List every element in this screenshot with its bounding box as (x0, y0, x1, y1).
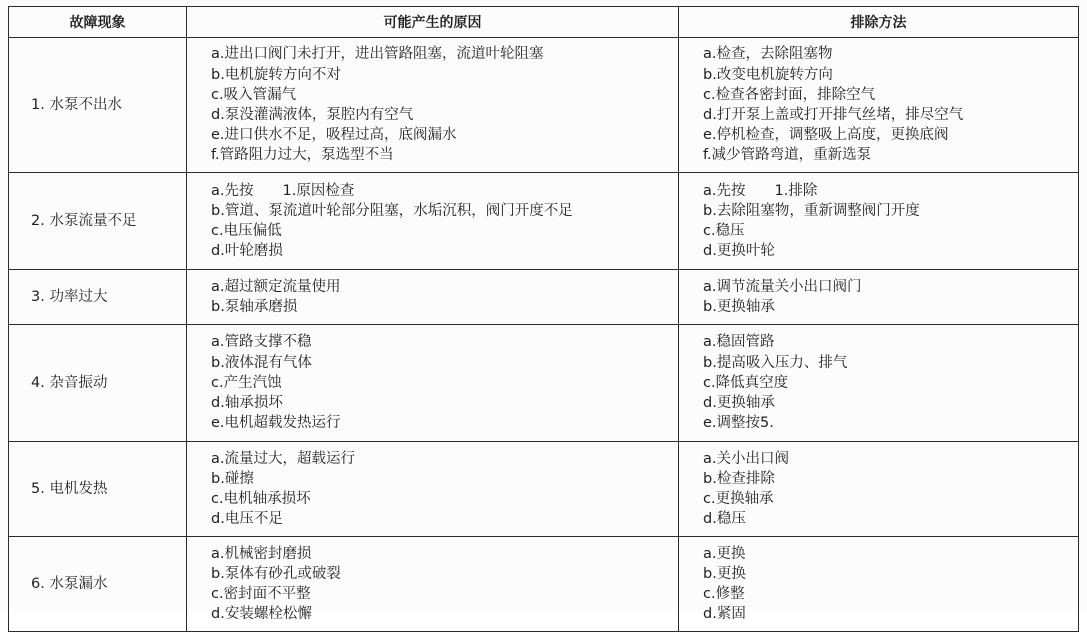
remedy-item: a.调节流量关小出口阀门 (703, 278, 862, 295)
causes-cell (187, 270, 679, 325)
causes-cell (187, 173, 679, 270)
table-row (9, 38, 1079, 173)
table-header-row (9, 7, 1079, 38)
cause-item: d.泵没灌满液体，泵腔内有空气 (211, 107, 414, 123)
cause-item: a.机械密封磨损 (211, 545, 312, 562)
cause-item: c.密封面不平整 (211, 586, 311, 602)
causes-cell (187, 38, 679, 173)
cause-item: d.安装螺栓松懈 (211, 606, 312, 623)
cause-item: d.轴承损坏 (211, 395, 283, 412)
symptom-cell: 4. 杂音振动 (9, 325, 187, 442)
cause-item: a.先按 1.原因检查 (211, 182, 355, 199)
cause-item: f.管路阻力过大，泵选型不当 (211, 147, 394, 164)
remedy-item: d.更换轴承 (703, 395, 775, 412)
remedy-item: c.修整 (703, 586, 745, 602)
remedies-cell (679, 537, 1079, 632)
remedy-item: b.改变电机旋转方向 (703, 66, 833, 83)
cause-item: c.电机轴承损坏 (211, 491, 311, 507)
cause-item: b.碰擦 (211, 470, 254, 487)
cause-item: c.吸入管漏气 (211, 86, 297, 103)
cause-item: e.进口供水不足，吸程过高，底阀漏水 (211, 127, 457, 144)
remedy-item: b.更换轴承 (703, 299, 775, 315)
remedies-cell (679, 173, 1079, 270)
remedies-cell (679, 442, 1079, 537)
table-row (9, 442, 1079, 537)
remedy-item: a.更换 (703, 545, 746, 562)
remedy-item: c.检查各密封面，排除空气 (703, 86, 876, 103)
table-row (9, 173, 1079, 270)
remedy-item: e.停机检查，调整吸上高度，更换底阀 (703, 127, 949, 144)
cause-item: a.管路支撑不稳 (211, 334, 312, 351)
remedies-cell (679, 38, 1079, 173)
symptom-cell: 5. 电机发热 (9, 442, 187, 537)
remedy-item: c.更换轴承 (703, 491, 774, 507)
cause-item: b.泵轴承磨损 (211, 299, 298, 315)
causes-cell (187, 537, 679, 632)
cause-item: b.泵体有砂孔或破裂 (211, 565, 341, 582)
cause-item: a.进出口阀门未打开，进出管路阻塞，流道叶轮阻塞 (211, 46, 544, 63)
cause-item: c.产生汽蚀 (211, 374, 282, 391)
remedy-item: b.检查排除 (703, 470, 775, 487)
cause-item: c.电压偏低 (211, 223, 282, 239)
cause-item: e.电机超载发热运行 (211, 415, 341, 432)
cause-item: b.液体混有气体 (211, 354, 312, 371)
cause-item: a.超过额定流量使用 (211, 278, 341, 295)
causes-cell (187, 325, 679, 442)
remedy-item: c.降低真空度 (703, 374, 789, 391)
causes-cell (187, 442, 679, 537)
remedy-item: a.关小出口阀 (703, 450, 789, 467)
cause-item: d.叶轮磨损 (211, 243, 283, 260)
remedy-item: b.更换 (703, 565, 746, 582)
remedy-item: e.调整按5. (703, 415, 774, 432)
cause-item: b.电机旋转方向不对 (211, 66, 341, 83)
remedies-cell (679, 325, 1079, 442)
remedy-item: d.稳压 (703, 511, 746, 528)
remedy-item: d.紧固 (703, 606, 746, 623)
remedy-item: c.稳压 (703, 223, 745, 239)
remedy-item: a.稳固管路 (703, 334, 775, 351)
symptom-cell: 6. 水泵漏水 (9, 537, 187, 632)
table-body (9, 38, 1079, 632)
table-row (9, 325, 1079, 442)
remedy-item: f.减少管路弯道，重新选泵 (703, 147, 872, 164)
table-row (9, 270, 1079, 325)
remedies-cell (679, 270, 1079, 325)
header-cause: 可能产生的原因 (187, 7, 679, 38)
remedy-item: a.先按 1.排除 (703, 182, 818, 199)
remedy-item: a.检查，去除阻塞物 (703, 46, 833, 63)
remedy-item: d.更换叶轮 (703, 243, 775, 260)
cause-item: b.管道、泵流道叶轮部分阻塞，水垢沉积，阀门开度不足 (211, 202, 573, 219)
symptom-cell: 2. 水泵流量不足 (9, 173, 187, 270)
cause-item: a.流量过大，超载运行 (211, 450, 355, 467)
symptom-cell: 3. 功率过大 (9, 270, 187, 325)
cause-item: d.电压不足 (211, 511, 283, 528)
fault-troubleshooting-table (8, 6, 1079, 632)
remedy-item: b.提高吸入压力、排气 (703, 354, 848, 371)
header-symptom: 故障现象 (9, 7, 187, 38)
remedy-item: b.去除阻塞物，重新调整阀门开度 (703, 202, 920, 219)
remedy-item: d.打开泵上盖或打开排气丝堵，排尽空气 (703, 107, 964, 123)
symptom-cell: 1. 水泵不出水 (9, 38, 187, 173)
header-remedy: 排除方法 (679, 7, 1079, 38)
table-row (9, 537, 1079, 632)
